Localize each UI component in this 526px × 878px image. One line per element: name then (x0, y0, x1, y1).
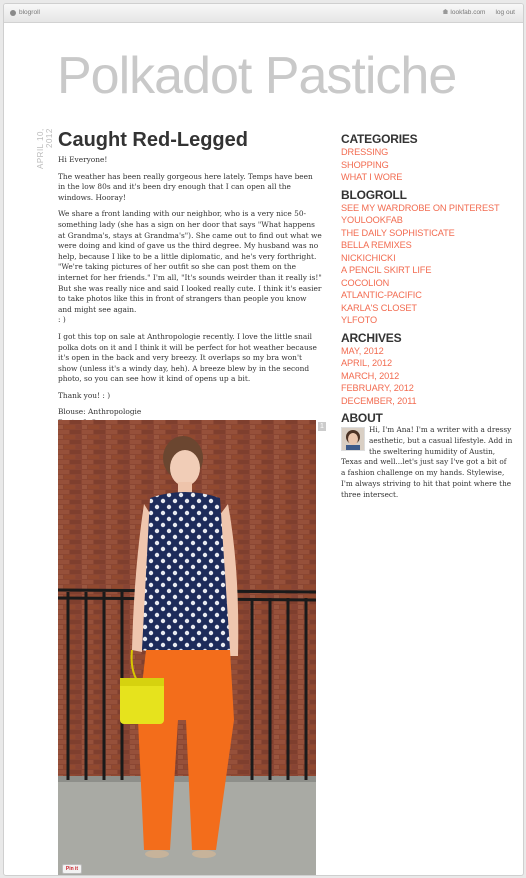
blogroll-label: blogroll (19, 9, 40, 16)
about-text-wrap (341, 425, 513, 501)
logout-link[interactable]: log out (495, 9, 515, 16)
archive-link[interactable]: MAY, 2012 (341, 345, 384, 356)
archives-heading: ARCHIVES (341, 330, 402, 345)
post-date: APRIL 10, 2012 (36, 128, 54, 169)
post-title[interactable]: Caught Red-Legged (58, 129, 248, 151)
browser-frame (3, 3, 524, 876)
blogroll-heading: BLOGROLL (341, 187, 407, 202)
about-section (341, 425, 513, 501)
credit-line: Blouse: Anthropologie (58, 407, 142, 417)
archive-link[interactable]: APRIL, 2012 (341, 358, 392, 368)
blogroll-link-item[interactable]: THE DAILY SOPHISTICATE (341, 227, 455, 238)
sidebar (341, 132, 521, 501)
post-paragraph: Hi Everyone! (58, 155, 108, 164)
blogroll-logo-icon (10, 10, 16, 16)
blogroll-link-item[interactable]: COCOLION (341, 277, 390, 288)
blogroll-link[interactable] (10, 9, 40, 16)
post-paragraph: The weather has been really gorgeous here lately. Temps have been in the low 80s and it's been dry enough that I can open all the windows. Hooray! (58, 171, 313, 202)
blogroll-link-item[interactable]: YLFOTO (341, 315, 377, 325)
outfit-photo-illustration (58, 420, 316, 875)
photo-counter: 1 (318, 422, 326, 431)
blogroll-link-item[interactable]: A PENCIL SKIRT LIFE (341, 265, 432, 275)
archives-list (341, 345, 521, 408)
post-paragraph: I got this top on sale at Anthropologie recently. I love the little snail polka dots on it and I think it will be perfect for hot weather because it's open in the back and very breezy. It overlaps so my bra won't show (unless it's a windy day, heh). A breeze blew by in the second photo, so you can see how it kind of opens up a bit. (58, 331, 317, 384)
outfit-photo[interactable] (58, 420, 316, 875)
category-link[interactable]: WHAT I WORE (341, 172, 403, 182)
archive-link[interactable]: MARCH, 2012 (341, 370, 400, 381)
lookfab-link[interactable]: lookfab.com (442, 9, 485, 16)
categories-heading: CATEGORIES (341, 132, 418, 146)
home-icon (442, 9, 448, 14)
blogroll-link-item[interactable]: NICKICHICKI (341, 252, 396, 263)
site-title[interactable]: Polkadot Pastiche (57, 47, 457, 105)
about-heading: ABOUT (341, 411, 383, 425)
post-body (58, 155, 322, 449)
categories-list (341, 146, 521, 184)
archive-link[interactable]: DECEMBER, 2011 (341, 395, 417, 406)
blogroll-link-item[interactable]: ATLANTIC-PACIFIC (341, 290, 422, 300)
author-avatar (341, 427, 365, 451)
blogroll-link-item[interactable]: SEE MY WARDROBE ON PINTEREST (341, 202, 500, 213)
category-link[interactable]: SHOPPING (341, 159, 389, 170)
post-paragraph: We share a front landing with our neighbor, who is a very nice 50-something lady (she has a sign on her door that says "What happens at Grandma's, stays at Grandma's"). She came out to find out what we were doing and kind of gave us the third degree. My husband was no help, because I like to be a little diplomatic, and he's very forthright. "We're taking pictures of her outfit so she can post them on the internet for her friends." I'm all, "It's sounds weirder than it really is!" But she was really nice and said I looked really cute. I think it's easier to take photos like this in front of strangers than people you know and might see again. (58, 209, 322, 314)
about-text: Hi, I'm Ana! I'm a writer with a dressy aesthetic, but a casual lifestyle. Add in the sweltering humidity of Austin, Texas and well...let's just say I've got a bit of a fashion challenge on my hands. Stylewise, I'm always striving to hit that point where the three intersect. (341, 425, 513, 499)
category-link[interactable]: DRESSING (341, 147, 389, 157)
blogroll-list (341, 202, 521, 327)
top-bar (4, 4, 523, 23)
blogroll-link-item[interactable]: YOULOOKFAB (341, 215, 403, 225)
pin-it-button[interactable]: Pin it (62, 864, 82, 874)
blogroll-link-item[interactable]: BELLA REMIXES (341, 240, 412, 250)
post-paragraph: : ) (58, 315, 66, 325)
archive-link[interactable]: FEBRUARY, 2012 (341, 383, 414, 393)
post-paragraph: Thank you! : ) (58, 390, 111, 400)
blogroll-link-item[interactable]: KARLA'S CLOSET (341, 302, 417, 313)
